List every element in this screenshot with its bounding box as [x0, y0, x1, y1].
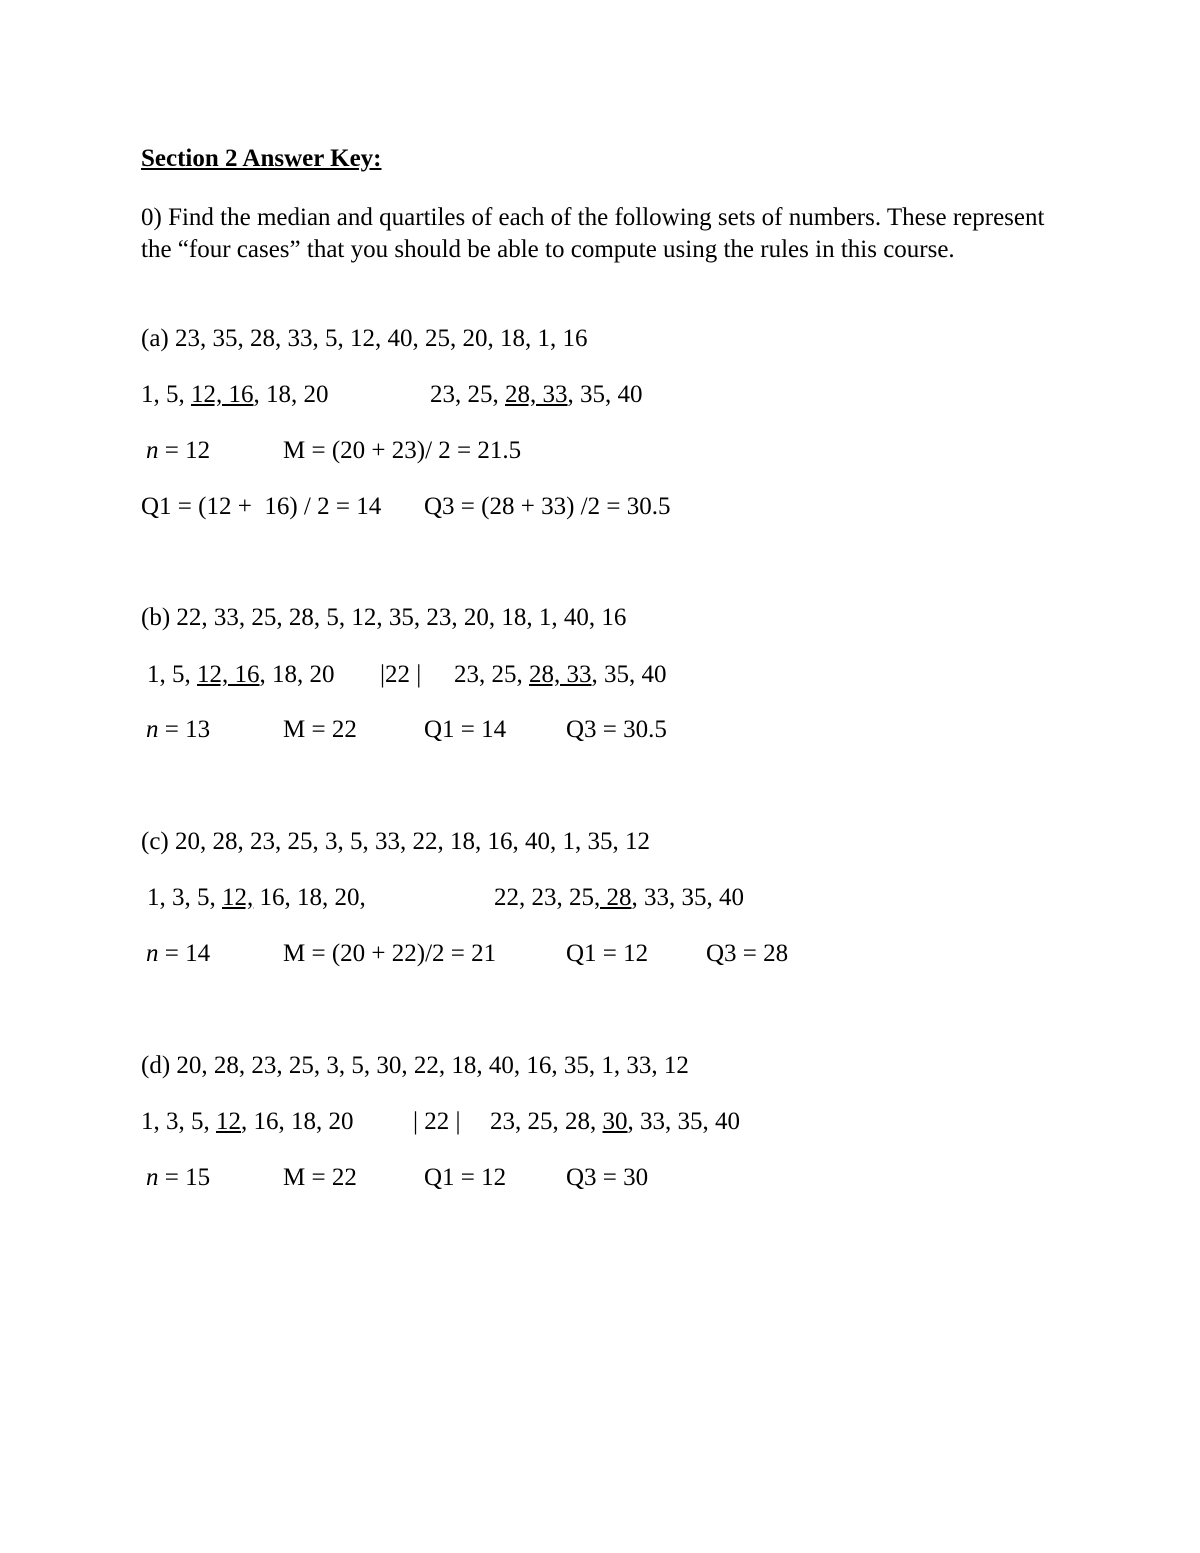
problem-d-median-marker: | 22 | [413, 1108, 461, 1135]
b-q1-values: 12, 16 [197, 661, 260, 688]
problem-b-median: M = 22 [283, 716, 357, 743]
c-high-post: , 33, 35, 40 [631, 884, 744, 911]
a-high-post: , 35, 40 [567, 381, 643, 408]
a-n-val: = 12 [158, 437, 211, 464]
d-n-var: n [146, 1164, 159, 1191]
c-q3-value: , 28 [594, 884, 632, 911]
problem-c-header: (c) 20, 28, 23, 25, 3, 5, 33, 22, 18, 16, 40, 1, 35, 12 [141, 828, 650, 855]
problem-d-n [146, 1162, 210, 1194]
b-low-pre: 1, 5, [147, 661, 197, 688]
problem-b-lower-half [147, 659, 335, 691]
problem-b-upper-half [454, 659, 667, 691]
problem-d-q1: Q1 = 12 [424, 1164, 507, 1191]
problem-b-n [146, 714, 210, 746]
problem-c-upper-half [494, 882, 744, 914]
c-low-post: 16, 18, 20, [253, 884, 366, 911]
problem-b-header: (b) 22, 33, 25, 28, 5, 12, 35, 23, 20, 18, 1, 40, 16 [141, 604, 627, 631]
problem-d-median: M = 22 [283, 1164, 357, 1191]
problem-a-median: M = (20 + 23)/ 2 = 21.5 [283, 437, 522, 464]
b-high-post: , 35, 40 [591, 661, 667, 688]
problem-c-q3: Q3 = 28 [706, 940, 789, 967]
problem-d-lower-half [141, 1106, 354, 1138]
a-low-post: , 18, 20 [253, 381, 329, 408]
intro-paragraph: 0) Find the median and quartiles of each of the following sets of numbers. These represent the “four cases” that you should be able to compute using the rules in this course. [141, 204, 1045, 263]
problem-c-n [146, 938, 210, 970]
c-low-pre: 1, 3, 5, [147, 884, 222, 911]
problem-d-q3: Q3 = 30 [566, 1164, 649, 1191]
problem-a-lower-half [141, 379, 329, 411]
b-n-var: n [146, 716, 159, 743]
b-mid-value: 22 [385, 661, 411, 688]
problem-c-lower-half [147, 882, 366, 914]
problem-c-median: M = (20 + 22)/2 = 21 [283, 940, 497, 967]
problem-d-header: (d) 20, 28, 23, 25, 3, 5, 30, 22, 18, 40, 16, 35, 1, 33, 12 [141, 1052, 689, 1079]
problem-a-q1: Q1 = (12 + 16) / 2 = 14 [141, 493, 382, 520]
a-q3-values: 28, 33 [505, 381, 568, 408]
a-high-pre: 23, 25, [430, 381, 505, 408]
d-mid-value: 22 [424, 1108, 450, 1135]
b-n-val: = 13 [158, 716, 211, 743]
d-q1-value: 12 [216, 1108, 241, 1135]
a-low-pre: 1, 5, [141, 381, 191, 408]
d-q3-value: 30 [602, 1108, 628, 1135]
d-n-val: = 15 [158, 1164, 211, 1191]
problem-a-q3: Q3 = (28 + 33) /2 = 30.5 [424, 493, 671, 520]
a-n-var: n [146, 437, 159, 464]
b-low-post: , 18, 20 [259, 661, 335, 688]
c-high-pre: 22, 23, 25 [494, 884, 594, 911]
problem-b-q1: Q1 = 14 [424, 716, 507, 743]
page-title: Section 2 Answer Key: [141, 145, 382, 172]
b-high-pre: 23, 25, [454, 661, 529, 688]
problem-a-header: (a) 23, 35, 28, 33, 5, 12, 40, 25, 20, 18, 1, 16 [141, 325, 588, 352]
d-low-post: , 16, 18, 20 [241, 1108, 354, 1135]
problem-b-median-marker: |22 | [380, 661, 422, 688]
c-n-var: n [146, 940, 159, 967]
problem-a-n [146, 435, 210, 467]
c-q1-value: 12, [222, 884, 254, 911]
problem-d-upper-half [490, 1106, 740, 1138]
problem-b-q3: Q3 = 30.5 [566, 716, 667, 743]
c-n-val: = 14 [158, 940, 211, 967]
problem-c-q1: Q1 = 12 [566, 940, 649, 967]
a-q1-values: 12, 16 [191, 381, 254, 408]
d-high-post: , 33, 35, 40 [627, 1108, 740, 1135]
d-low-pre: 1, 3, 5, [141, 1108, 216, 1135]
problem-a-upper-half [430, 379, 643, 411]
d-high-pre: 23, 25, 28, [490, 1108, 603, 1135]
b-q3-values: 28, 33 [529, 661, 592, 688]
